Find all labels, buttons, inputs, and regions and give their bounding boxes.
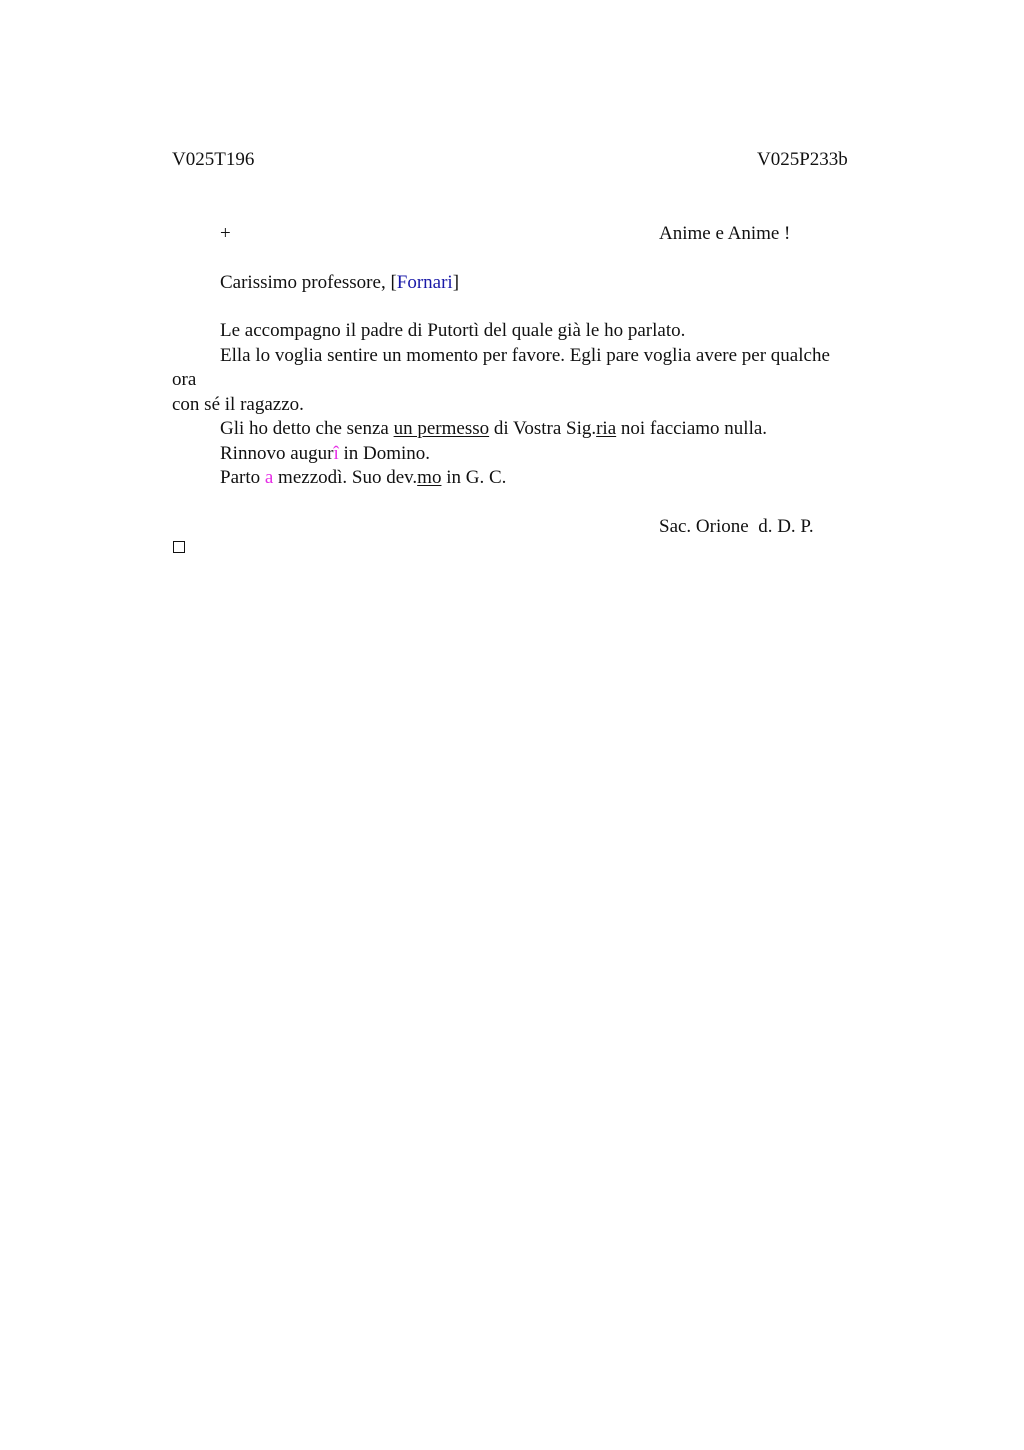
body-line-3: con sé il ragazzo. <box>172 394 304 415</box>
line-6-text-a: Parto <box>220 467 265 488</box>
motto: Anime e Anime ! <box>659 223 791 244</box>
body-line-6 <box>220 468 506 487</box>
line-5-text-b: in Domino. <box>338 443 431 464</box>
line-6-text-b: mezzodì. Suo dev. <box>273 467 418 488</box>
document-code-left: V025T196 <box>172 149 255 170</box>
recipient-bracket-open: [ <box>390 272 397 293</box>
salutation-text: Carissimo professore, <box>220 272 391 293</box>
signature: Sac. Orione d. D. P. <box>659 516 814 537</box>
line-5-text-a: Rinnovo augur <box>220 443 334 464</box>
end-of-document-square-icon <box>173 541 185 553</box>
line-5-correction-mark: î <box>333 443 339 464</box>
line-4-text-b: di Vostra Sig. <box>489 418 597 439</box>
line-6-text-c: in G. C. <box>441 467 507 488</box>
document-code-right: V025P233b <box>757 149 848 170</box>
salutation <box>220 273 459 292</box>
cross-symbol: + <box>220 223 231 244</box>
body-line-5 <box>220 444 430 463</box>
body-line-1: Le accompagno il padre di Putortì del quale già le ho parlato. <box>220 320 686 341</box>
recipient-bracket-close: ] <box>452 272 460 293</box>
line-4-text-a: Gli ho detto che senza <box>220 418 394 439</box>
body-line-4 <box>220 419 767 438</box>
recipient-name: Fornari <box>396 272 453 293</box>
line-4-underlined-ria: ria <box>596 418 617 439</box>
line-4-text-c: noi facciamo nulla. <box>616 418 768 439</box>
line-4-underlined-permesso: un permesso <box>393 418 490 439</box>
body-line-2-wrap: ora <box>172 369 197 390</box>
body-line-2: Ella lo voglia sentire un momento per favore. Egli pare voglia avere per qualche <box>220 345 830 366</box>
line-6-underlined-mo: mo <box>417 467 442 488</box>
line-6-correction-mark: a <box>264 467 274 488</box>
